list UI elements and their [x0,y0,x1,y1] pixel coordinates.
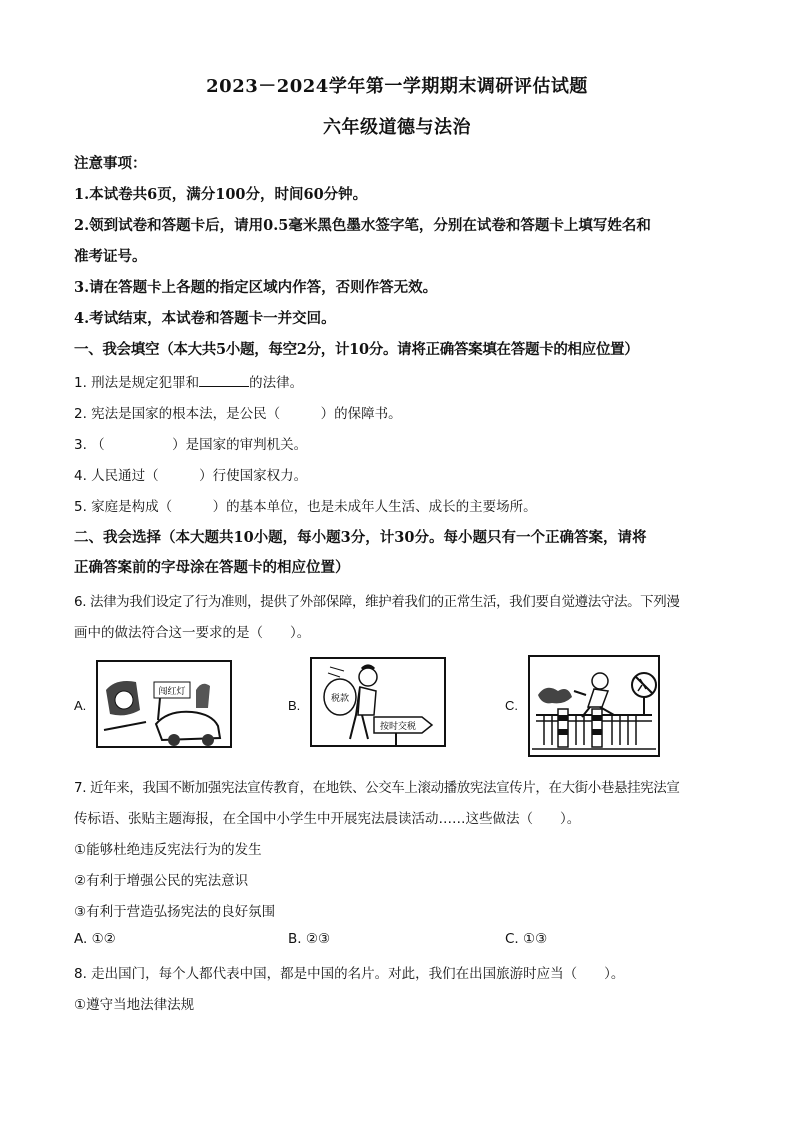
question-4: 4. 人民通过（ ）行使国家权力。 [74,468,308,484]
q7-option-b: B. ②③ [288,931,331,947]
tax-bag-label: 税款 [330,694,350,704]
note-item: 3.请在答题卡上各题的指定区域内作答，否则作答无效。 [74,279,438,296]
cartoon-red-light [96,660,232,748]
answer-blank [199,374,249,387]
question-1-text: 1. 刑法是规定犯罪和 [74,375,200,391]
question-2: 2. 宪法是国家的根本法，是公民（ ）的保障书。 [74,406,402,422]
cartoon-pay-taxes [310,657,446,747]
option-b-label: B. [288,698,301,713]
cartoon-climbing-railing [528,655,660,757]
question-7: 7. 近年来，我国不断加强宪法宣传教育，在地铁、公交车上滚动播放宪法宣传片，在大街小巷悬挂宪法宣 [74,780,680,796]
question-1 [74,371,734,391]
pay-tax-sign: 按时交税 [379,722,417,732]
question-7-cont: 传标语、张贴主题海报，在全国中小学生中开展宪法晨读活动……这些做法（ ）。 [74,811,581,827]
exam-title: 2023－2024学年第一学期期末调研评估试题 [206,76,588,97]
question-6: 6. 法律为我们设定了行为准则，提供了外部保障，维护着我们的正常生活，我们要自觉遵法守法。下列漫 [74,594,680,610]
q7-option-c: C. ①③ [505,931,548,947]
q7-statement: ①能够杜绝违反宪法行为的发生 [74,842,262,858]
exam-subject: 六年级道德与法治 [323,117,471,138]
question-8: 8. 走出国门，每个人都代表中国，都是中国的名片。对此，我们在出国旅游时应当（ ）。 [74,966,625,982]
question-6-cont: 画中的做法符合这一要求的是（ ）。 [74,625,311,641]
note-item: 1.本试卷共6页，满分100分，时间60分钟。 [74,186,368,203]
note-item: 2.领到试卷和答题卡后，请用0.5毫米黑色墨水签字笔，分别在试卷和答题卡上填写姓名和 [74,217,651,234]
notes-heading: 注意事项： [74,155,147,172]
question-3: 3. （ ）是国家的审判机关。 [74,437,308,453]
note-item: 4.考试结束，本试卷和答题卡一并交回。 [74,310,336,327]
q8-statement: ①遵守当地法律法规 [74,997,195,1013]
q7-option-a: A. ①② [74,931,116,947]
q7-statement: ③有利于营造弘扬宪法的良好氛围 [74,904,276,920]
section2-heading: 二、我会选择（本大题共10小题，每小题3分，计30分。每小题只有一个正确答案，请将 [74,529,647,546]
red-light-sign: 闯红灯 [158,687,186,697]
option-c-label: C. [505,698,518,713]
question-5: 5. 家庭是构成（ ）的基本单位，也是未成年人生活、成长的主要场所。 [74,499,537,515]
q7-statement: ②有利于增强公民的宪法意识 [74,873,249,889]
section2-heading-cont: 正确答案前的字母涂在答题卡的相应位置） [74,559,350,576]
option-a-label: A. [74,698,87,713]
section1-heading: 一、我会填空（本大共5小题，每空2分，计10分。请将正确答案填在答题卡的相应位置） [74,341,639,358]
note-item: 准考证号。 [74,248,147,265]
question-1-text-end: 的法律。 [249,375,304,391]
